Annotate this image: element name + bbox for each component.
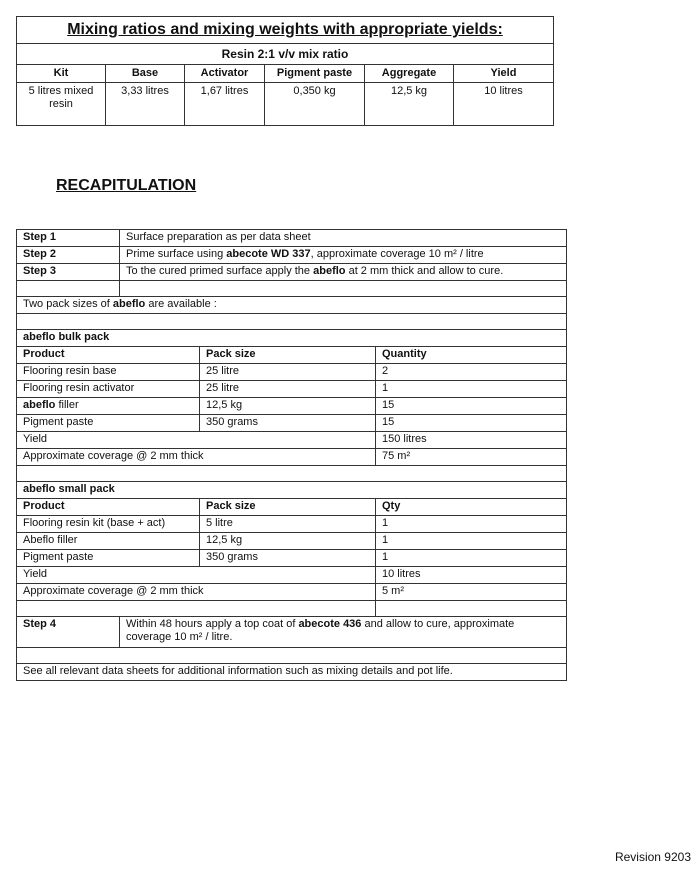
coverage-label: Approximate coverage @ 2 mm thick bbox=[17, 584, 376, 601]
step-label: Step 2 bbox=[17, 247, 120, 264]
yield-label: Yield bbox=[17, 567, 376, 584]
recapitulation-table bbox=[16, 229, 567, 681]
coverage-value: 75 m² bbox=[376, 449, 567, 466]
pack-size-cell: 5 litre bbox=[200, 516, 376, 533]
col-header-quantity: Quantity bbox=[376, 347, 567, 364]
step-text-part: and allow to cure, approximate coverage 10 m² / litre. bbox=[126, 618, 515, 643]
revision-number: Revision 9203 bbox=[614, 850, 691, 864]
table-row bbox=[17, 398, 567, 415]
product-name: abecote WD 337 bbox=[226, 248, 311, 260]
cell-aggregate: 12,5 kg bbox=[365, 83, 454, 126]
pack-size-cell: 350 grams bbox=[200, 550, 376, 567]
pack-size-cell: 25 litre bbox=[200, 381, 376, 398]
cell-yield: 10 litres bbox=[454, 83, 554, 126]
product-cell: Flooring resin kit (base + act) bbox=[17, 516, 200, 533]
product-cell: Pigment paste bbox=[17, 550, 200, 567]
col-header-activator: Activator bbox=[185, 65, 265, 83]
yield-value: 10 litres bbox=[376, 567, 567, 584]
step-text-part: at 2 mm thick and allow to cure. bbox=[345, 265, 504, 277]
table-row bbox=[17, 415, 567, 432]
quantity-cell: 2 bbox=[376, 364, 567, 381]
recapitulation-heading: RECAPITULATION bbox=[56, 177, 197, 194]
product-cell: Pigment paste bbox=[17, 415, 200, 432]
two-pack-note bbox=[17, 297, 567, 314]
step-text-part: Prime surface using bbox=[126, 248, 227, 260]
footer-note-row bbox=[17, 664, 567, 681]
spacer-row bbox=[17, 314, 567, 330]
step-text bbox=[120, 617, 567, 648]
cell-base: 3,33 litres bbox=[106, 83, 185, 126]
step-row bbox=[17, 230, 567, 247]
table-row bbox=[17, 533, 567, 550]
col-header-kit: Kit bbox=[17, 65, 106, 83]
col-header-base: Base bbox=[106, 65, 185, 83]
yield-value: 150 litres bbox=[376, 432, 567, 449]
cell-pigment-paste: 0,350 kg bbox=[265, 83, 365, 126]
col-header-product: Product bbox=[17, 499, 200, 516]
yield-label: Yield bbox=[17, 432, 376, 449]
col-header-pigment-paste: Pigment paste bbox=[265, 65, 365, 83]
yield-row bbox=[17, 567, 567, 584]
quantity-cell: 1 bbox=[376, 550, 567, 567]
coverage-row bbox=[17, 449, 567, 466]
table-row bbox=[17, 550, 567, 567]
table-row bbox=[17, 364, 567, 381]
footer-note: See all relevant data sheets for additional information such as mixing details and pot life. bbox=[17, 664, 567, 681]
spacer-row bbox=[17, 648, 567, 664]
product-cell-part: filler bbox=[55, 399, 79, 411]
col-header-pack-size: Pack size bbox=[200, 499, 376, 516]
product-cell: Abeflo filler bbox=[17, 533, 200, 550]
col-header-qty: Qty bbox=[376, 499, 567, 516]
step-text-part: , approximate coverage 10 m² / litre bbox=[310, 248, 484, 260]
table-row bbox=[17, 516, 567, 533]
step-row bbox=[17, 247, 567, 264]
note-part: are available : bbox=[145, 298, 217, 310]
quantity-cell: 15 bbox=[376, 415, 567, 432]
note-part: Two pack sizes of bbox=[23, 298, 113, 310]
step-text bbox=[120, 247, 567, 264]
col-header-aggregate: Aggregate bbox=[365, 65, 454, 83]
step-text bbox=[120, 264, 567, 281]
cell-activator: 1,67 litres bbox=[185, 83, 265, 126]
pack-size-cell: 12,5 kg bbox=[200, 398, 376, 415]
spacer-row bbox=[17, 466, 567, 482]
step-text-part: Within 48 hours apply a top coat of bbox=[126, 618, 299, 630]
quantity-cell: 1 bbox=[376, 516, 567, 533]
bulk-pack-title: abeflo bulk pack bbox=[17, 330, 567, 347]
coverage-value: 5 m² bbox=[376, 584, 567, 601]
product-name: abeflo bbox=[112, 298, 146, 310]
mix-table-subtitle: Resin 2:1 v/v mix ratio bbox=[17, 44, 554, 65]
col-header-pack-size: Pack size bbox=[200, 347, 376, 364]
col-header-yield: Yield bbox=[454, 65, 554, 83]
step-row bbox=[17, 264, 567, 281]
col-header-product: Product bbox=[17, 347, 200, 364]
small-header-row bbox=[17, 499, 567, 516]
mixing-ratios-table bbox=[16, 16, 554, 126]
step-label: Step 1 bbox=[17, 230, 120, 247]
product-name: abecote 436 bbox=[298, 618, 362, 630]
product-cell: Flooring resin base bbox=[17, 364, 200, 381]
pack-size-cell: 350 grams bbox=[200, 415, 376, 432]
coverage-row bbox=[17, 584, 567, 601]
pack-size-cell: 12,5 kg bbox=[200, 533, 376, 550]
quantity-cell: 1 bbox=[376, 381, 567, 398]
mix-table-title: Mixing ratios and mixing weights with appropriate yields: bbox=[17, 17, 554, 44]
two-pack-row bbox=[17, 297, 567, 314]
step-label: Step 4 bbox=[17, 617, 120, 648]
spacer-row bbox=[17, 281, 567, 297]
spacer-row bbox=[17, 601, 567, 617]
yield-row bbox=[17, 432, 567, 449]
quantity-cell: 15 bbox=[376, 398, 567, 415]
product-name: abeflo bbox=[23, 399, 56, 411]
table-row bbox=[17, 381, 567, 398]
step-row bbox=[17, 617, 567, 648]
product-name: abeflo bbox=[313, 265, 346, 277]
step-text: Surface preparation as per data sheet bbox=[120, 230, 567, 247]
product-cell bbox=[17, 398, 200, 415]
quantity-cell: 1 bbox=[376, 533, 567, 550]
cell-kit: 5 litres mixed resin bbox=[17, 83, 106, 126]
small-pack-title: abeflo small pack bbox=[17, 482, 567, 499]
coverage-label: Approximate coverage @ 2 mm thick bbox=[17, 449, 376, 466]
step-text-part: To the cured primed surface apply the bbox=[126, 265, 314, 277]
step-label: Step 3 bbox=[17, 264, 120, 281]
pack-size-cell: 25 litre bbox=[200, 364, 376, 381]
product-cell: Flooring resin activator bbox=[17, 381, 200, 398]
bulk-header-row bbox=[17, 347, 567, 364]
